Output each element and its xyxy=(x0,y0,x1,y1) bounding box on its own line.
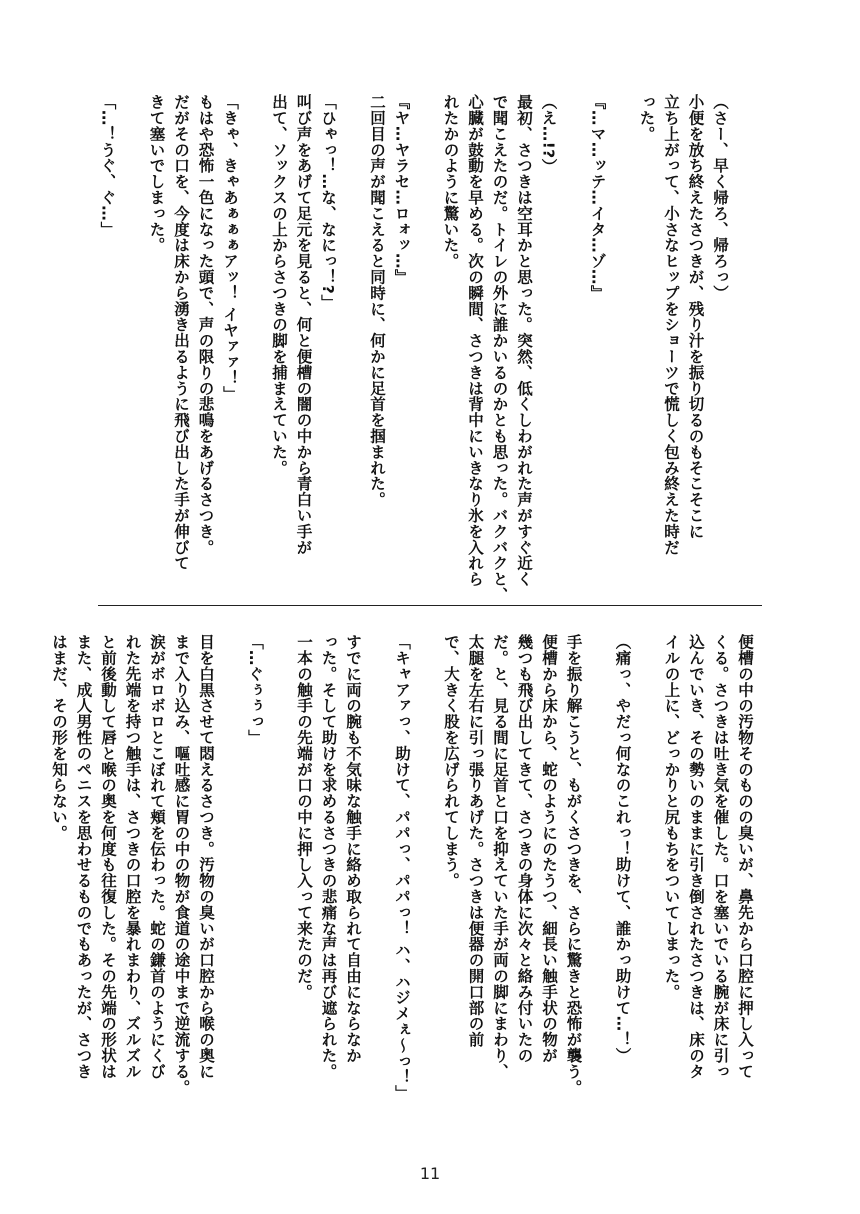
section-divider xyxy=(98,605,762,606)
lower-text-block: 便槽の中の汚物そのものの臭いが、鼻先から口腔に押し入って くる。さつきは吐き気を催した。口を塞いでいる腕が床に引っ 込んでいき、その勢いのままに引き倒されたさつきは、床のタ イルの上に、どっかりと尻もちをついてしまった。 （痛っ、やだっ何なのこれっ！助けて、誰かっ助けて…！） 手を振り解こうと、もがくさつきを、さらに驚きと恐怖が襲う。 便槽から床から、蛇のようにのたうつ、細長い触手状の物が 幾つも飛び出してきて、さつきの身体に次々と絡み付いたの だ。と、見る間に足首と口を抑えていた手が両の脚にまわり、 太腿を左右に引っ張りあげた。さつきは便器の開口部の前 で、大きく股を広げられてしまう。 「キャアァっ、助けて、パパっ、パパっ！ ハ、ハジメぇ～っ！」 すでに両の腕も不気味な触手に絡め取られて自由にならなか った。そして助けを求めるさつきの悲痛な声は再び遮られた。 一本の触手の先端が口の中に押し入って来たのだ。 「…ぐぅぅっ」 目を白黒させて悶えるさつき。汚物の臭いが口腔から喉の奥に まで入り込み、嘔吐感に胃の中の物が食道の途中まで逆流する。 涙がボロボロとこぼれて頬を伝わった。蛇の鎌首のようにくび れた先端を持つ触手は、さつきの口腔を暴れまわり、ズルズル と前後動して唇と喉の奥を何度も往復した。その先端の形状は また、成人男性のペニスを思わせるものでもあったが、さつき はまだ、その形を知らない。 xyxy=(50,634,754,1101)
upper-text-block: （さー、早く帰ろ、帰ろっ） 小便を放ち終えたさつきが、残り汁を振り切るのもそこそこに 立ち上がって、小さなヒップをショーツで慌しく包み終えた時だ った。 『…マ…ッテ…イタ…ゾ…』 （え…!?） 最初、さつきは空耳かと思った。突然、低くしわがれた声がすぐ近く で聞こえたのだ。トイレの外に誰かいるのかとも思った。バクバクと、 心臓が鼓動を早める。次の瞬間、さつきは背中にいきなり氷を入れら れたかのように驚いた。 『ヤ…ヤラセ…ロォッ…』 二回目の声が聞こえると同時に、何かに足首を掴まれた。 「ひゃっ！…な、なにっ！?」 叫び声をあげて足元を見ると、何と便槽の闇の中から青白い手が 出て、ソックスの上からさつきの脚を捕まえていた。 「きゃ、きゃあぁぁぁアッ！ イヤァァ！」 もはや恐怖一色になった頭で、声の限りの悲鳴をあげるさつき。 だがその口を、今度は床から湧き出るように飛び出した手が伸びて きて塞いでしまった。 「…！うぐ、ぐ…」 xyxy=(98,94,729,603)
page-number: 11 xyxy=(419,1164,441,1183)
